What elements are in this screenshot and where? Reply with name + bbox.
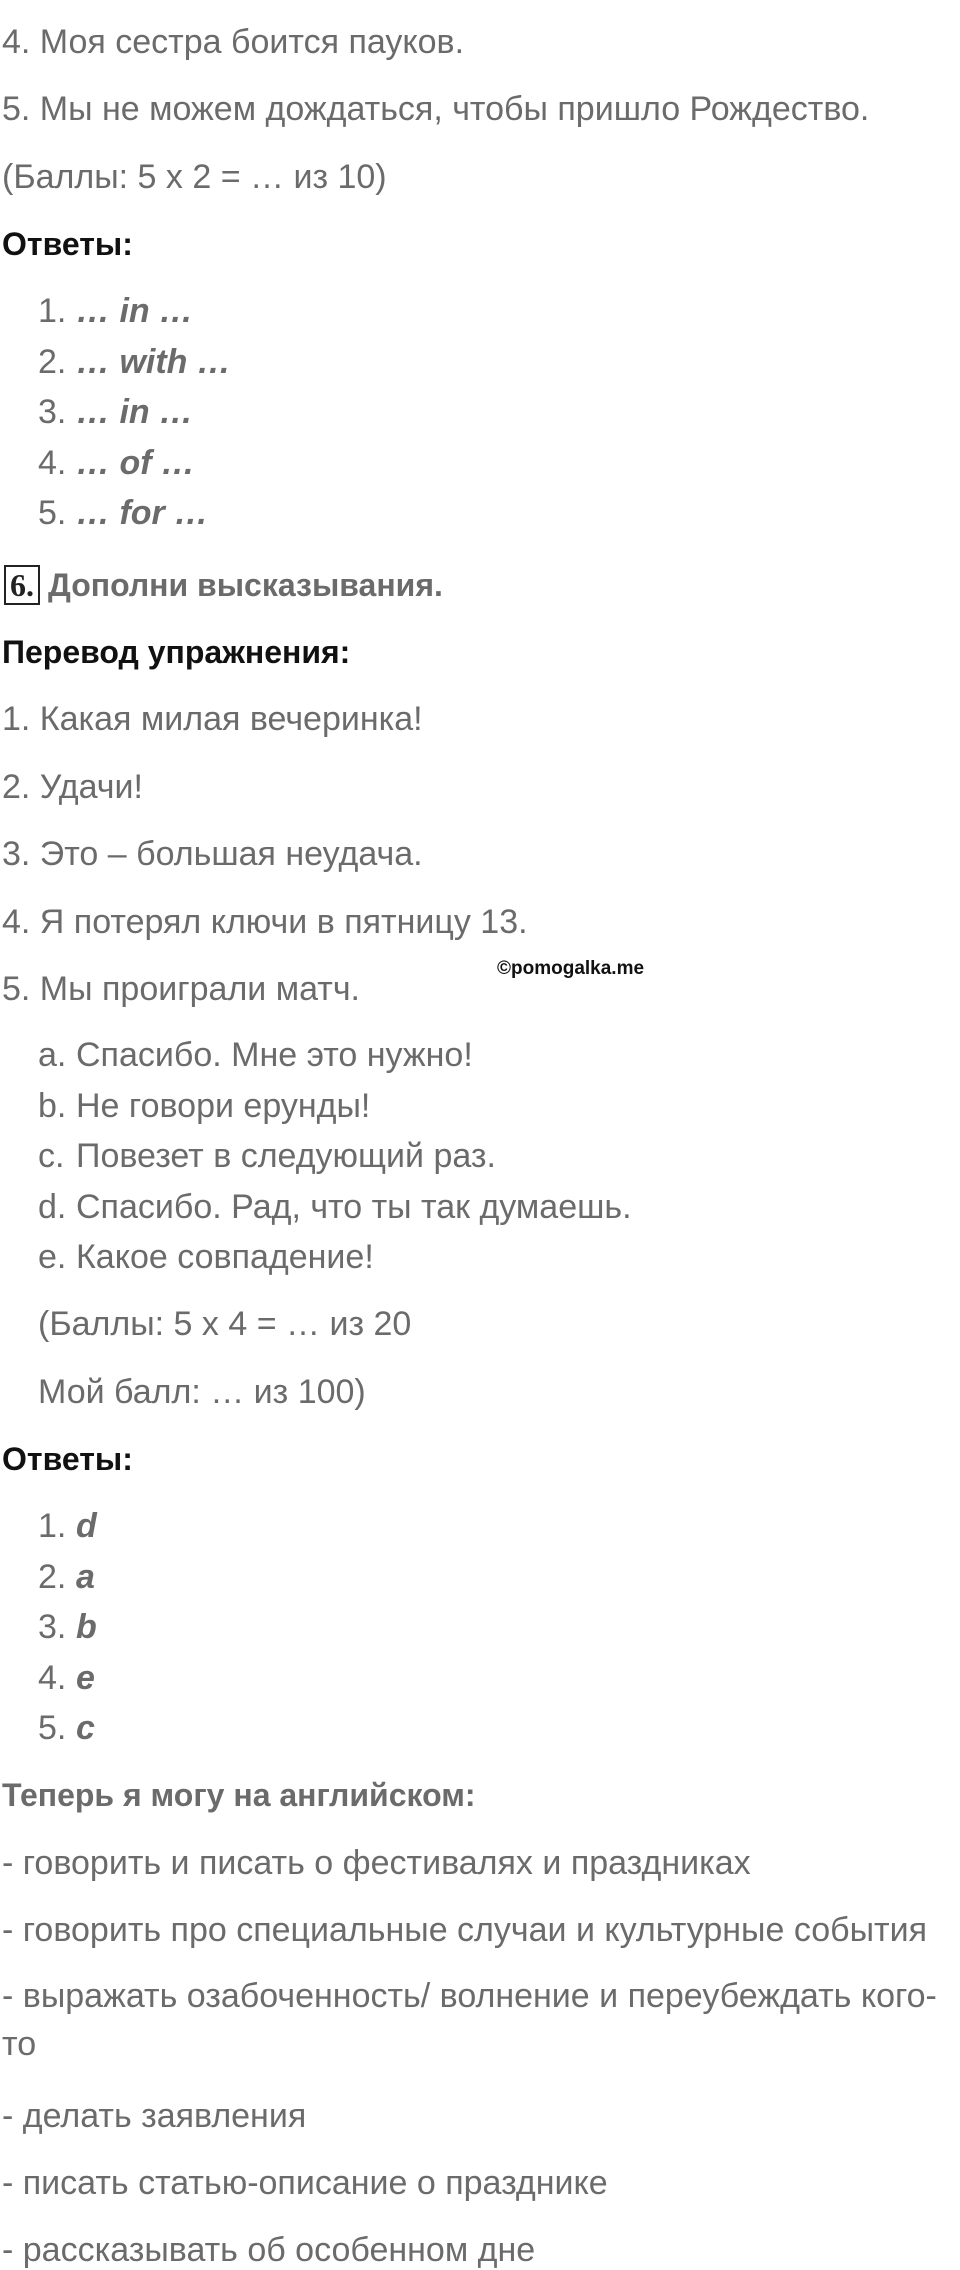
translation-heading: Перевод упражнения: [2, 634, 351, 670]
can-do-item: - говорить и писать о фестивалях и праздниках [2, 1844, 751, 1882]
option-item [38, 1136, 496, 1176]
answer-text: … in … [76, 292, 194, 330]
sentence-4: 4. Моя сестра боится пауков. [2, 23, 465, 61]
answer-number: 3. [38, 1608, 67, 1646]
sentence-5: 5. Мы проиграли матч. [2, 970, 360, 1008]
can-do-item: - писать статью-описание о празднике [2, 2164, 608, 2202]
sentence-1: 1. Какая милая вечеринка! [2, 700, 423, 738]
answer-item [38, 1506, 97, 1546]
answer-item [38, 342, 231, 382]
exercise-number: 6. [4, 565, 40, 605]
option-letter: a. [38, 1036, 67, 1074]
answer-text: … with … [76, 343, 231, 381]
option-text: Не говори ерунды! [76, 1087, 371, 1125]
answer-text: a [76, 1558, 95, 1596]
option-item [38, 1187, 632, 1227]
sentence-4: 4. Я потерял ключи в пятницу 13. [2, 903, 528, 941]
watermark: ©pomogalka.me [497, 958, 645, 979]
answer-item [38, 1658, 95, 1698]
answer-text: e [76, 1659, 95, 1697]
answer-number: 2. [38, 1558, 67, 1596]
can-do-heading: Теперь я могу на английском: [2, 1777, 476, 1813]
answer-number: 5. [38, 1709, 67, 1747]
score-line: (Баллы: 5 x 2 = … из 10) [2, 158, 387, 196]
score-line: (Баллы: 5 x 4 = … из 20 [38, 1305, 412, 1343]
answer-number: 1. [38, 1507, 67, 1545]
option-text: Спасибо. Мне это нужно! [76, 1036, 473, 1074]
answer-text: … in … [76, 393, 194, 431]
answer-item [38, 1708, 95, 1748]
exercise-title [4, 565, 443, 605]
answer-text: b [76, 1608, 97, 1646]
answer-number: 4. [38, 1659, 67, 1697]
can-do-item: - делать заявления [2, 2097, 307, 2135]
option-item [38, 1237, 374, 1277]
option-letter: e. [38, 1238, 67, 1276]
can-do-item: - говорить про специальные случаи и культурные события [2, 1911, 928, 1949]
option-text: Спасибо. Рад, что ты так думаешь. [76, 1188, 632, 1226]
answer-text: … of … [76, 444, 195, 482]
answer-number: 4. [38, 444, 67, 482]
my-score-line: Мой балл: … из 100) [38, 1373, 366, 1411]
option-letter: b. [38, 1087, 67, 1125]
can-do-item: - рассказывать об особенном дне [2, 2231, 536, 2269]
answer-item [38, 443, 195, 483]
sentence-5: 5. Мы не можем дождаться, чтобы пришло Рождество. [2, 90, 870, 128]
answer-item [38, 392, 193, 432]
option-item [38, 1086, 370, 1126]
answer-number: 5. [38, 494, 67, 532]
option-text: Повезет в следующий раз. [76, 1137, 496, 1175]
answer-number: 3. [38, 393, 67, 431]
sentence-3: 3. Это – большая неудача. [2, 835, 423, 873]
option-text: Какое совпадение! [76, 1238, 374, 1276]
can-do-item: - выражать озабоченность/ волнение и переубеждать кого-то [2, 1977, 937, 2063]
answer-item [38, 1607, 97, 1647]
answer-item [38, 493, 208, 533]
answer-text: c [76, 1709, 95, 1747]
option-letter: d. [38, 1188, 67, 1226]
answer-text: … for … [76, 494, 209, 532]
answers-heading: Ответы: [2, 226, 133, 262]
answer-number: 2. [38, 343, 67, 381]
exercise-title-text: Дополни высказывания. [48, 567, 443, 603]
option-item [38, 1035, 473, 1075]
answer-item [38, 291, 193, 331]
answer-item [38, 1557, 95, 1597]
answer-number: 1. [38, 292, 67, 330]
option-letter: c. [38, 1137, 65, 1175]
answers-heading: Ответы: [2, 1441, 133, 1477]
answer-text: d [76, 1507, 97, 1545]
sentence-2: 2. Удачи! [2, 768, 143, 806]
